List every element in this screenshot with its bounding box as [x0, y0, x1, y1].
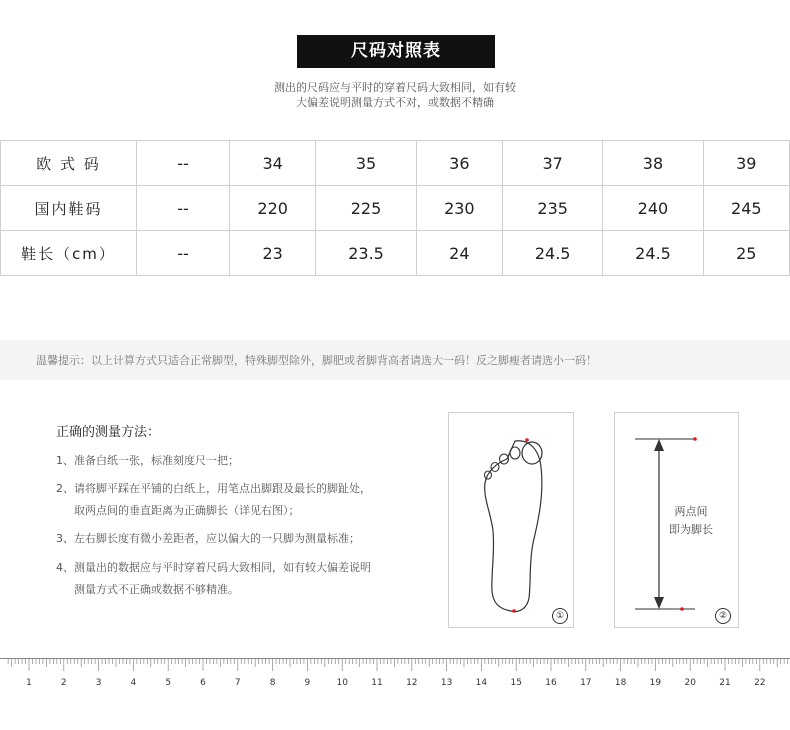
row-label-length: 鞋长（cm） [1, 231, 137, 276]
table-cell: 240 [603, 186, 703, 231]
method-step-3: 3、左右脚长度有微小差距者，应以偏大的一只脚为测量标准； [56, 532, 360, 545]
ruler-label: 7 [234, 678, 241, 688]
table-cell: 24.5 [603, 231, 703, 276]
tip-bar [0, 340, 790, 380]
ruler-label: 11 [371, 678, 383, 688]
ruler-label: 21 [719, 678, 731, 688]
foot-outline-figure [448, 412, 574, 628]
ruler-label: 18 [614, 678, 627, 688]
method-step-1: 1、准备白纸一张，标准刻度尺一把； [56, 454, 239, 467]
subtitle-line-1: 测出的尺码应与平时的穿着尺码大致相同，如有较 [274, 81, 516, 94]
ruler-label: 9 [304, 678, 311, 688]
ruler [0, 658, 790, 698]
table-row [1, 186, 790, 231]
method-step-4-cont: 测量方式不正确或数据不够精准。 [74, 583, 239, 596]
figure-number-badge: ① [552, 608, 568, 624]
ruler-label: 1 [26, 678, 32, 688]
row-label-eu: 欧 式 码 [1, 141, 137, 186]
method-step-2-cont: 取两点间的垂直距离为正确脚长（详见右图）； [74, 504, 300, 517]
ruler-label: 13 [440, 678, 453, 688]
size-chart-table [0, 140, 790, 276]
ruler-label: 5 [165, 678, 172, 688]
table-cell: 230 [416, 186, 502, 231]
subtitle [200, 80, 590, 110]
ruler-label: 10 [336, 678, 348, 688]
method-title: 正确的测量方法： [56, 425, 161, 440]
ruler-label: 12 [406, 678, 418, 688]
table-cell: 23 [230, 231, 316, 276]
ruler-label: 4 [130, 678, 137, 688]
table-cell: 24.5 [503, 231, 603, 276]
ruler-label: 22 [754, 678, 766, 688]
page-title: 尺码对照表 [297, 35, 495, 68]
row-label-cn: 国内鞋码 [1, 186, 137, 231]
method-step-2: 2、请将脚平踩在平铺的白纸上，用笔点出脚跟及最长的脚趾处， [56, 482, 371, 495]
ruler-label: 8 [269, 678, 276, 688]
ruler-label: 3 [95, 678, 102, 688]
table-cell: 24 [416, 231, 502, 276]
table-cell: 36 [416, 141, 502, 186]
ruler-label: 17 [580, 678, 592, 688]
table-cell: 225 [316, 186, 416, 231]
table-cell: -- [137, 231, 230, 276]
ruler-label: 14 [475, 678, 488, 688]
table-cell: 220 [230, 186, 316, 231]
ruler-label: 16 [545, 678, 557, 688]
table-cell: 35 [316, 141, 416, 186]
length-label-line-1: 两点间 [674, 505, 708, 518]
ruler-label: 15 [510, 678, 522, 688]
toe-marker-icon [525, 438, 529, 442]
table-cell: 34 [230, 141, 316, 186]
method-step-4: 4、测量出的数据应与平时穿着尺码大致相同，如有较大偏差说明 [56, 561, 371, 574]
tip-text: 温馨提示：以上计算方式只适合正常脚型，特殊脚型除外，脚肥或者脚背高者请选大一码！反之脚瘦者请选小一码！ [36, 354, 597, 367]
table-cell: -- [137, 141, 230, 186]
table-cell: 37 [503, 141, 603, 186]
foot-outline-icon [449, 413, 573, 627]
foot-length-figure [614, 412, 739, 628]
table-cell: 235 [503, 186, 603, 231]
table-cell: 39 [703, 141, 789, 186]
subtitle-line-2: 大偏差说明测量方式不对，或数据不精确 [296, 96, 494, 109]
length-label [669, 503, 713, 539]
table-cell: 38 [603, 141, 703, 186]
ruler-label: 20 [684, 678, 696, 688]
table-row [1, 231, 790, 276]
ruler-label: 2 [60, 678, 67, 688]
heel-marker-icon [512, 609, 516, 613]
ruler-label: 6 [200, 678, 206, 688]
table-row [1, 141, 790, 186]
length-label-line-2: 即为脚长 [669, 523, 713, 536]
table-cell: 23.5 [316, 231, 416, 276]
table-cell: 25 [703, 231, 789, 276]
figure-number-badge: ② [715, 608, 731, 624]
table-cell: -- [137, 186, 230, 231]
ruler-label: 19 [649, 678, 662, 688]
table-cell: 245 [703, 186, 789, 231]
